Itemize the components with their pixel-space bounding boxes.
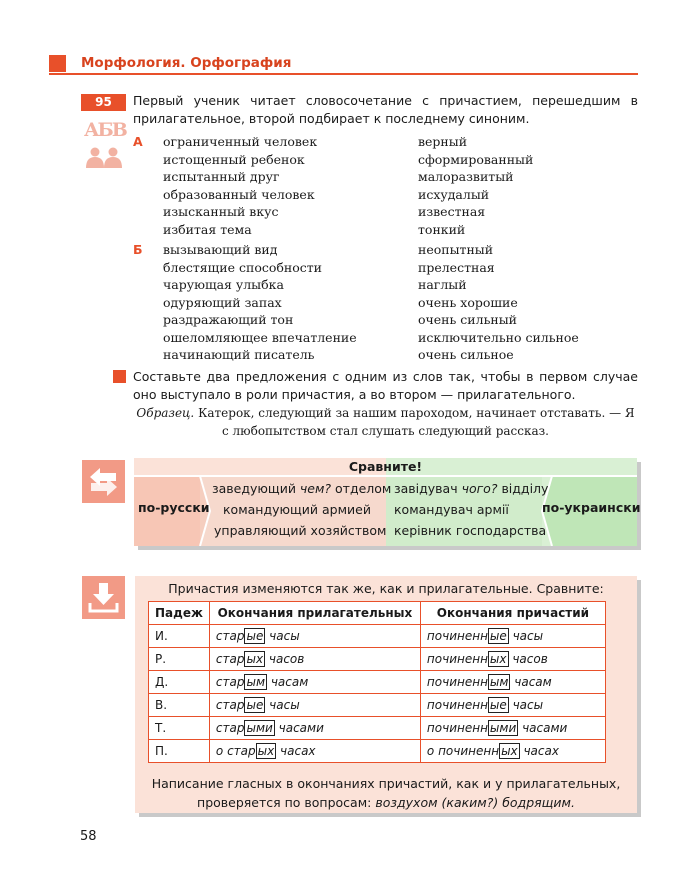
compare-title: Сравните!: [348, 459, 423, 474]
adjective-cell: стар ым часам: [209, 671, 420, 694]
phrase: изысканный вкус: [163, 204, 279, 219]
sample-text: Катерок, следующий за нашим пароходом, начинает отставать. — Я с любопытством стал слушать следующий рассказ.: [198, 406, 635, 438]
adjective-cell: стар ые часы: [209, 625, 420, 648]
ending-box: ые: [489, 629, 507, 643]
ru-question: чем?: [299, 481, 332, 496]
phrase: ограниченный человек: [163, 134, 318, 149]
synonym: тонкий: [418, 221, 466, 237]
sample: [133, 404, 638, 440]
ua-text: відділу: [497, 481, 549, 496]
participle-cell: о починенн ых часах: [420, 740, 605, 763]
group-a-synonyms: [418, 133, 533, 238]
phrase: начинающий писатель: [163, 347, 315, 362]
table-row: [149, 648, 606, 671]
participle-cell: починенн ыми часами: [420, 717, 605, 740]
adjective-cell: стар ые часы: [209, 694, 420, 717]
table-row: [149, 717, 606, 740]
group-letter-a: А: [133, 134, 143, 149]
group-b-synonyms: [418, 241, 579, 364]
ending-box: ых: [246, 652, 264, 666]
synonym: очень хорошие: [418, 294, 518, 310]
chapter-title: Морфология. Орфография: [81, 55, 292, 71]
case-cell: Д.: [149, 671, 210, 694]
phrase: испытанный друг: [163, 169, 280, 184]
phrase: истощенный ребенок: [163, 151, 305, 167]
ending-box: ые: [489, 698, 507, 712]
synonym: известная: [418, 204, 486, 219]
exercise-number: 95: [81, 94, 126, 111]
phrase: вызывающий вид: [163, 242, 278, 257]
table-header-row: [149, 602, 606, 625]
synonym: очень сильный: [418, 312, 517, 327]
column-header: Окончания причастий: [420, 602, 605, 625]
adjective-cell: стар ых часов: [209, 648, 420, 671]
ua-text: завідувач: [394, 481, 462, 496]
synonym: прелестная: [418, 259, 495, 275]
participle-cell: починенн ые часы: [420, 694, 605, 717]
phrase: чарующая улыбка: [163, 277, 284, 292]
header-rule: [49, 73, 638, 75]
ukrainian-label: по-украински: [542, 500, 641, 515]
example-question: (каким?): [441, 795, 499, 810]
phrase: раздражающий тон: [163, 312, 294, 327]
table-row: [149, 625, 606, 648]
synonym: исключительно сильное: [418, 329, 579, 345]
synonym: исхудалый: [418, 186, 490, 202]
table-row: [149, 694, 606, 717]
page-number: 58: [80, 829, 97, 844]
case-cell: Р.: [149, 648, 210, 671]
group-a-phrases: [163, 133, 317, 238]
rule-heading: Причастия изменяются так же, как и прилагательные. Сравните:: [168, 581, 604, 596]
adjective-cell: о стар ых часах: [209, 740, 420, 763]
ua-row-2: командувач армії: [394, 502, 509, 517]
ru-text: отделом: [331, 481, 392, 496]
ending-box: ым: [489, 675, 509, 689]
synonym: очень сильное: [418, 347, 514, 362]
ending-box: ые: [246, 629, 264, 643]
ua-row-1: [394, 479, 548, 499]
phrase: образованный человек: [163, 186, 315, 202]
download-arrow-icon: [82, 576, 125, 619]
swap-arrows-icon: [82, 460, 125, 503]
group-b-phrases: [163, 241, 357, 364]
participle-cell: починенн ых часов: [420, 648, 605, 671]
participle-cell: починенн ым часам: [420, 671, 605, 694]
rule-footnote: Написание гласных в окончаниях причастий, как и у прилагательных, проверяется по вопросам: воздухом (каким?) бодрящим.: [151, 776, 621, 810]
endings-table: [148, 601, 606, 763]
synonym: малоразвитый: [418, 169, 514, 184]
ending-box: ых: [501, 744, 518, 758]
column-header: Окончания прилагательных: [209, 602, 420, 625]
pair-work-icon: [84, 147, 124, 169]
ending-box: ым: [246, 675, 266, 689]
case-cell: И.: [149, 625, 210, 648]
synonym: сформированный: [418, 151, 534, 167]
example-word: бодрящим.: [502, 795, 575, 810]
case-cell: П.: [149, 740, 210, 763]
phrase: избитая тема: [163, 221, 252, 237]
ending-box: ые: [246, 698, 264, 712]
ru-row-2: командующий армией: [223, 502, 371, 517]
column-header: Падеж: [149, 602, 210, 625]
alphabet-icon: АБВ: [84, 119, 126, 141]
case-cell: В.: [149, 694, 210, 717]
table-row: [149, 671, 606, 694]
adjective-cell: стар ыми часами: [209, 717, 420, 740]
ru-text: заведующий: [212, 481, 300, 496]
phrase: ошеломляющее впечатление: [163, 329, 357, 345]
case-cell: Т.: [149, 717, 210, 740]
synonym: верный: [418, 134, 468, 149]
compare-icon: [82, 460, 125, 503]
phrase: блестящие способности: [163, 259, 323, 275]
group-letter-b: Б: [133, 242, 143, 257]
participle-cell: починенн ые часы: [420, 625, 605, 648]
task-text: Составьте два предложения с одним из слов так, чтобы в первом случае оно выступало в роли причастия, а во втором — прилагательного.: [133, 369, 638, 402]
header-marker: [49, 55, 66, 72]
ua-row-3: керівник господарства: [394, 523, 547, 538]
phrase: одуряющий запах: [163, 294, 282, 310]
example-word: воздухом: [375, 795, 438, 810]
ending-box: ых: [257, 744, 275, 758]
ua-question: чого?: [461, 481, 498, 496]
task-marker: [113, 370, 126, 383]
synonym: неопытный: [418, 242, 494, 257]
ending-box: ыми: [246, 721, 273, 735]
ending-box: ых: [489, 652, 507, 666]
exercise-intro: Первый ученик читает словосочетание с причастием, перешедшим в прилагательное, второй подбирает к последнему синоним.: [133, 93, 638, 126]
sample-label: Образец.: [136, 406, 195, 420]
ending-box: ыми: [489, 721, 517, 735]
synonym: наглый: [418, 277, 467, 292]
ru-row-3: управляющий хозяйством: [214, 523, 387, 538]
russian-label: по-русски: [138, 500, 210, 515]
table-row: [149, 740, 606, 763]
ru-row-1: [212, 479, 391, 499]
rule-icon: [82, 576, 125, 619]
